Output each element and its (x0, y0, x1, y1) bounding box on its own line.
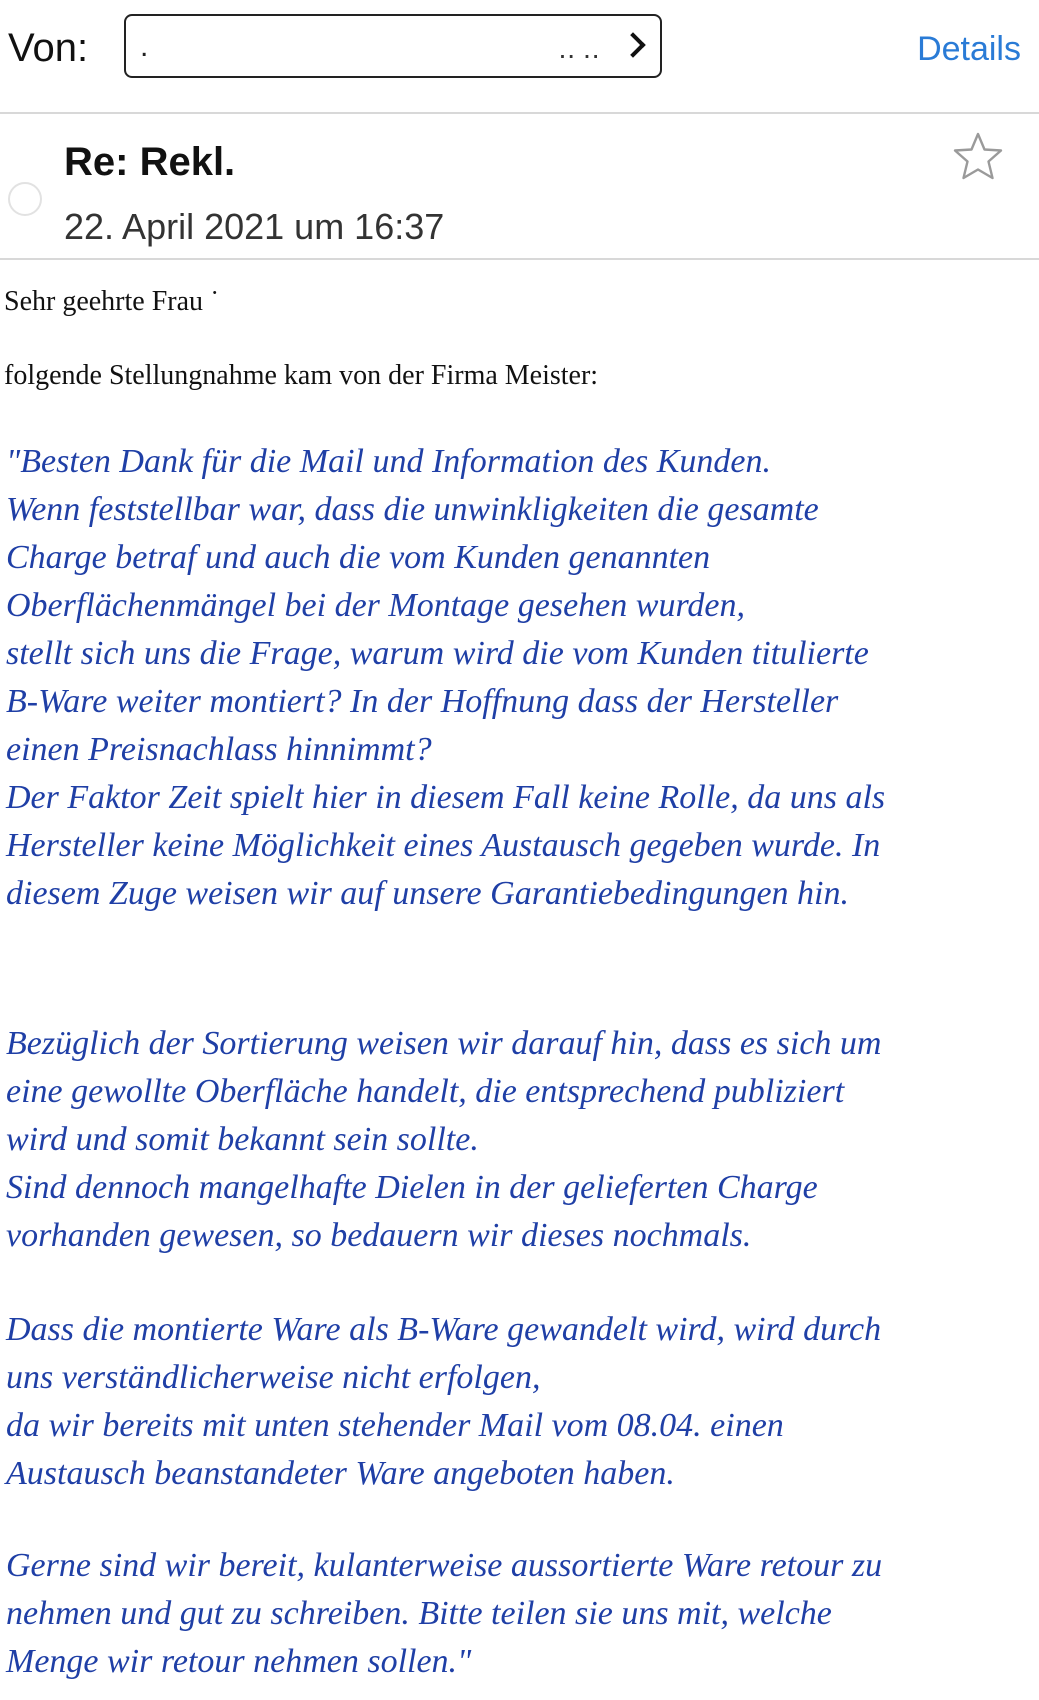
quote-line: diesem Zuge weisen wir auf unsere Garantiebedingungen hin. (6, 875, 849, 912)
quote-line: Hersteller keine Möglichkeit eines Austausch gegeben wurde. In (6, 827, 881, 864)
sender-value: . (140, 30, 149, 63)
quote-paragraph-4 (6, 1542, 1016, 1686)
details-link[interactable]: Details (917, 30, 1021, 68)
from-bar (0, 0, 1039, 112)
quote-line: uns verständlicherweise nicht erfolgen, (6, 1359, 541, 1396)
quote-line: da wir bereits mit unten stehender Mail vom 08.04. einen (6, 1407, 784, 1444)
quote-line: wird und somit bekannt sein sollte. (6, 1121, 479, 1158)
quote-line: B-Ware weiter montiert? In der Hoffnung dass der Hersteller (6, 683, 839, 720)
message-header (0, 118, 1039, 258)
quote-paragraph-3 (6, 1306, 1016, 1498)
sender-dots: ‥ ‥ (558, 34, 600, 64)
message-date: 22. April 2021 um 16:37 (64, 206, 445, 247)
unread-indicator[interactable] (8, 182, 42, 216)
quote-line: Gerne sind wir bereit, kulanterweise aussortierte Ware retour zu (6, 1547, 883, 1584)
quote-line: Der Faktor Zeit spielt hier in diesem Fall keine Rolle, da uns als (6, 779, 886, 816)
quote-paragraph-1 (6, 438, 1016, 918)
quote-line: Charge betraf und auch die vom Kunden genannten (6, 539, 711, 576)
sender-field[interactable] (124, 14, 662, 78)
quote-line: Wenn feststellbar war, dass die unwinkligkeiten die gesamte (6, 491, 819, 528)
quote-line: einen Preisnachlass hinnimmt? (6, 731, 432, 768)
quote-line: vorhanden gewesen, so bedauern wir dieses nochmals. (6, 1217, 752, 1254)
quote-line: stellt sich uns die Frage, warum wird die vom Kunden titulierte (6, 635, 869, 672)
quote-line: Dass die montierte Ware als B-Ware gewandelt wird, wird durch (6, 1311, 882, 1348)
quote-line: Menge wir retour nehmen sollen." (6, 1643, 472, 1680)
quote-line: nehmen und gut zu schreiben. Bitte teilen sie uns mit, welche (6, 1595, 832, 1632)
divider-top (0, 112, 1039, 114)
chevron-right-icon[interactable] (620, 32, 645, 57)
message-subject: Re: Rekl. (64, 140, 236, 184)
quote-line: Austausch beanstandeter Ware angeboten haben. (6, 1455, 675, 1492)
quote-line: "Besten Dank für die Mail und Information des Kunden. (6, 443, 772, 480)
intro-text: folgende Stellungnahme kam von der Firma Meister: (4, 360, 599, 391)
quote-line: eine gewollte Oberfläche handelt, die entsprechend publiziert (6, 1073, 845, 1110)
quote-line: Bezüglich der Sortierung weisen wir darauf hin, dass es sich um (6, 1025, 882, 1062)
star-icon[interactable] (951, 130, 1005, 184)
quote-paragraph-2 (6, 1020, 1016, 1260)
message-body (0, 262, 1039, 1700)
from-label: Von: (8, 26, 89, 70)
quote-line: Oberflächenmängel bei der Montage gesehen wurden, (6, 587, 746, 624)
salutation: Sehr geehrte Frau ˙ (4, 286, 220, 317)
quote-line: Sind dennoch mangelhafte Dielen in der gelieferten Charge (6, 1169, 818, 1206)
divider-header (0, 258, 1039, 260)
